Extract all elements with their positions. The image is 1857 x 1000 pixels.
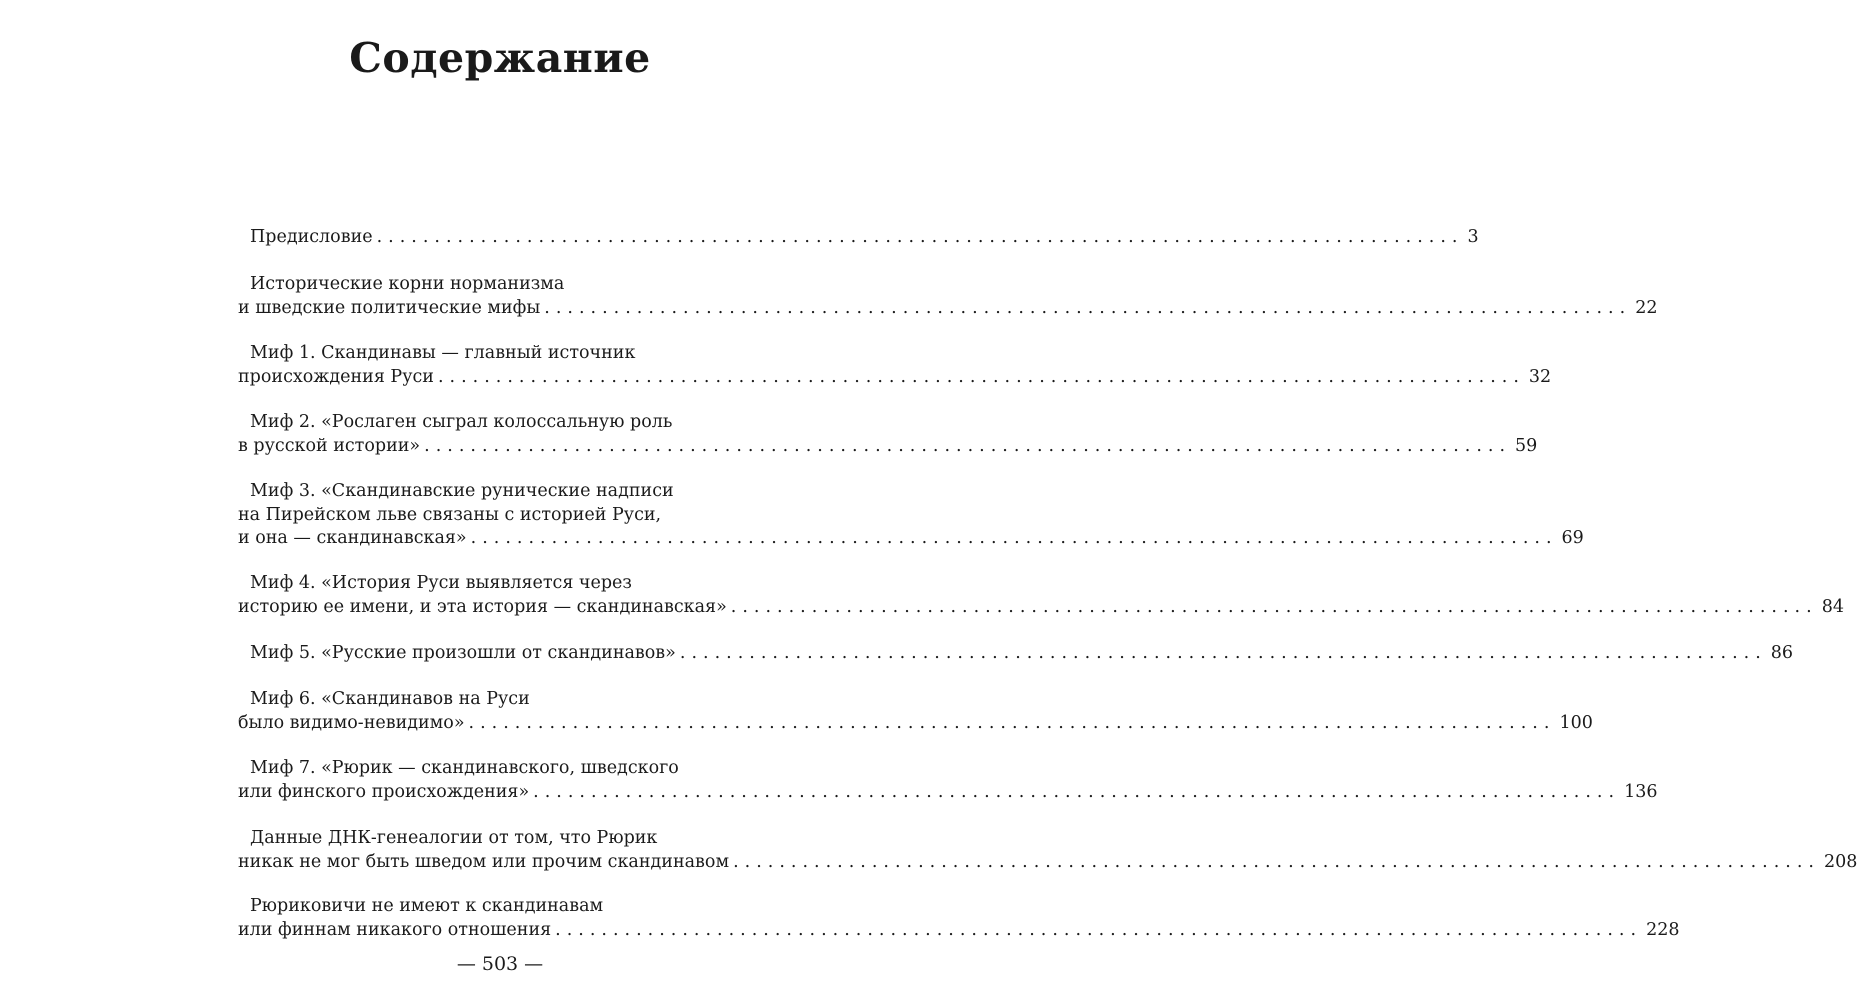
toc-entry-title: Исторические корни норманизма	[250, 274, 565, 294]
toc-entry-title: Миф 2. «Рослаген сыграл колоссальную роль	[250, 412, 673, 432]
toc-page-number: 208	[1823, 851, 1857, 872]
dot-leader: ..............................................................................................	[424, 435, 1512, 456]
toc-entry-title-cont: историю ее имени, и эта история — скандинавская»	[238, 596, 727, 617]
toc-entry-title-cont: происхождения Руси	[238, 366, 434, 387]
dot-leader: ..............................................................................................	[555, 919, 1643, 940]
toc-entry	[238, 688, 1593, 735]
toc-entry	[238, 273, 1658, 320]
page-title: Содержание	[349, 34, 651, 82]
toc-entry-title-cont: или финнам никакого отношения	[238, 919, 552, 940]
toc-entry	[238, 480, 1584, 551]
toc-entry-title-cont: и шведские политические мифы	[238, 297, 541, 318]
toc-entry-title: Миф 7. «Рюрик — скандинавского, шведского	[250, 758, 679, 778]
dot-leader: ..............................................................................................	[544, 297, 1632, 318]
toc-entry-title: Миф 4. «История Руси выявляется через	[250, 573, 632, 593]
toc-entry-title-cont: или финского происхождения»	[238, 781, 530, 802]
toc-entry	[238, 226, 1479, 250]
toc-page-number: 3	[1467, 227, 1479, 247]
toc-entry	[238, 642, 1794, 666]
toc-page-number: 100	[1559, 712, 1593, 733]
dot-leader: ..............................................................................................	[679, 643, 1767, 663]
toc-entry	[238, 757, 1658, 804]
toc-page-number: 84	[1821, 596, 1844, 617]
dot-leader: ..............................................................................................	[437, 366, 1525, 387]
toc-page-number: 22	[1635, 297, 1658, 318]
toc-entry	[238, 411, 1538, 458]
toc-entry-title: Миф 3. «Скандинавские рунические надписи	[250, 481, 674, 501]
dot-leader: ..............................................................................................	[468, 712, 1556, 733]
toc-entry-title: Миф 5. «Русские произошли от скандинавов»	[250, 643, 676, 663]
toc-entry-title-cont: на Пирейском льве связаны с историей Руси,	[238, 504, 662, 525]
toc-entry-title: Предисловие	[250, 227, 373, 247]
toc-entry	[238, 827, 1857, 874]
toc-page-number: 228	[1646, 919, 1680, 940]
toc-page-number: 136	[1624, 781, 1658, 802]
toc-entry	[238, 342, 1552, 389]
toc-page-number: 86	[1770, 643, 1794, 663]
toc-entry-title: Миф 6. «Скандинавов на Руси	[250, 689, 530, 709]
dot-leader: ..............................................................................................	[533, 781, 1621, 802]
toc-entry-title-cont: в русской истории»	[238, 435, 421, 456]
toc-page-number: 32	[1528, 366, 1552, 387]
toc-page-number: 59	[1515, 435, 1538, 456]
dot-leader: ..............................................................................................	[470, 528, 1558, 548]
page-number: — 503 —	[456, 953, 544, 975]
toc-entry	[238, 572, 1844, 619]
dot-leader: ..............................................................................................	[376, 227, 1464, 247]
toc-entry-title: Рюриковичи не имеют к скандинавам	[250, 896, 604, 916]
toc-entry-title-cont: никак не мог быть шведом или прочим скандинавом	[238, 851, 730, 872]
toc-page-number: 69	[1561, 528, 1584, 548]
toc-entry-title-cont: и она — скандинавская»	[238, 528, 467, 548]
toc-entry-title: Данные ДНК-генеалогии от том, что Рюрик	[250, 828, 658, 848]
dot-leader: ..............................................................................................	[733, 851, 1820, 872]
toc-entry-title: Миф 1. Скандинавы — главный источник	[250, 343, 636, 363]
dot-leader: ..............................................................................................	[730, 596, 1818, 617]
toc-entry-title-cont: было видимо-невидимо»	[238, 712, 465, 733]
toc-entry	[238, 895, 1680, 942]
